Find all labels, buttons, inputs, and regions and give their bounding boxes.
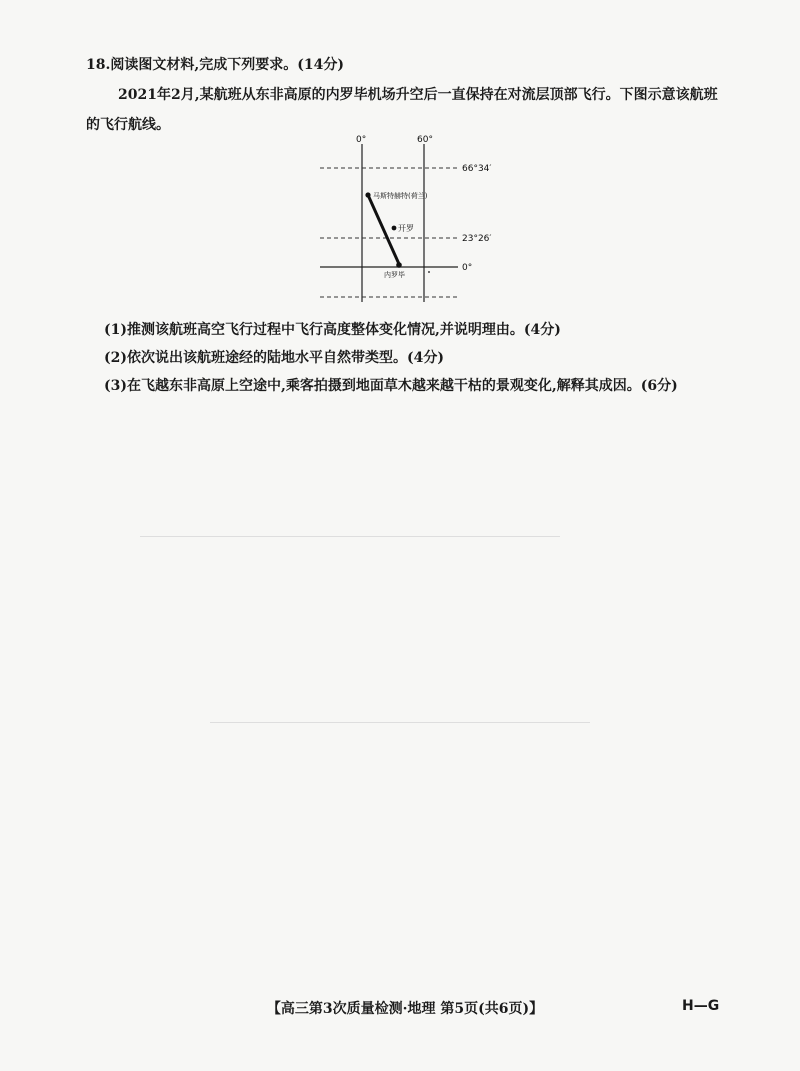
nairobi-dot (396, 262, 402, 268)
footer-page-info: 【高三第3次质量检测·地理 第5页(共6页)】 (266, 1001, 544, 1017)
cairo-dot (392, 226, 397, 231)
nairobi-label: 内罗毕 (384, 271, 405, 279)
small-mark-dot (428, 271, 430, 273)
bleed-through-line (210, 722, 590, 723)
maastricht-label: 马斯特赫特(荷兰) (373, 192, 428, 200)
flight-route-map (300, 132, 520, 307)
material-text: 2021年2月,某航班从东非高原的内罗毕机场升空后一直保持在对流层顶部飞行。下图示意该航班的飞行航线。 (86, 87, 718, 133)
maastricht-dot (365, 192, 370, 197)
question-title: 18.阅读图文材料,完成下列要求。(14分) (86, 57, 344, 73)
lat-label-0: 0° (462, 263, 473, 273)
sub-question-3: (3)在飞越东非高原上空途中,乘客拍摄到地面草木越来越干枯的景观变化,解释其成因。(6分) (104, 378, 678, 394)
footer-code: H—G (682, 998, 720, 1014)
map-svg (300, 132, 520, 307)
lon-label-60: 60° (417, 135, 433, 145)
bleed-through-line (140, 536, 560, 537)
lat-label-66: 66°34′ (462, 164, 492, 174)
sub-question-2: (2)依次说出该航班途经的陆地水平自然带类型。(4分) (104, 350, 444, 366)
lon-label-0: 0° (356, 135, 367, 145)
lat-label-23: 23°26′ (462, 234, 492, 244)
sub-question-1: (1)推测该航班高空飞行过程中飞行高度整体变化情况,并说明理由。(4分) (104, 322, 561, 338)
material-paragraph (86, 80, 726, 140)
cairo-label: 开罗 (398, 224, 414, 233)
